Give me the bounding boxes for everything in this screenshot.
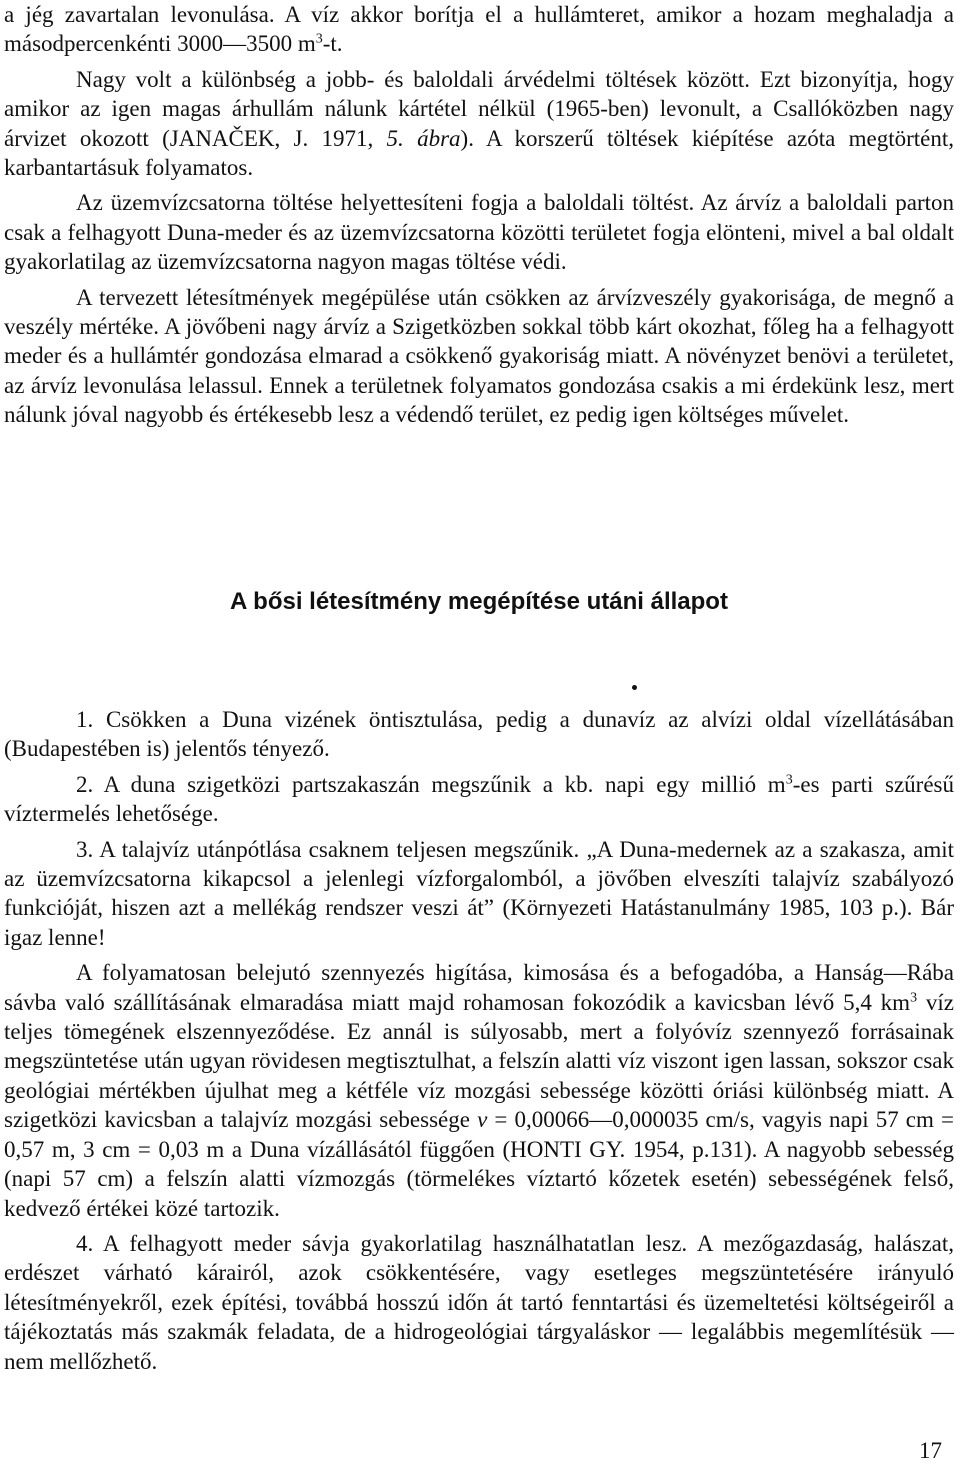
section-heading: A bősi létesítmény megépítése utáni állapot xyxy=(230,588,728,615)
page-number: 17 xyxy=(919,1438,942,1463)
stray-dot xyxy=(632,685,637,690)
list-item-4: 4. A felhagyott meder sávja gyakorlatilag használhatatlan lesz. A mezőgazdaság, halászat, erdészet várható kárairól, azok csökkentésére, vagy esetleges megszüntetésére irányuló létesítményekről, ezek építési, továbbá hosszú időn át tartó fenntartási és üzemeltetési költségeiről a tájékoztatás más szakmák feladata, de a hidrogeológiai tárgyaláskor — legalábbis megemlítésük — nem mellőzhető. xyxy=(4,1230,954,1374)
paragraph-3: Az üzemvízcsatorna töltése helyettesíteni fogja a baloldali töltést. Az árvíz a baloldali parton csak a felhagyott Duna-meder és az üzemvízcsatorna közötti területet fogja elönteni, mivel a bal oldalt gyakorlatilag az üzemvízcsatorna nagyon magas töltése védi. xyxy=(4,190,954,275)
paragraph-4: A tervezett létesítmények megépülése után csökken az árvízveszély gyakorisága, de megnő a veszély mértéke. A jövőbeni nagy árvíz a Szigetközben sokkal több kárt okozhat, főleg ha a felhagyott meder és a hullámtér gondozása elmarad a csökkenő gyakoriság miatt. A növényzet benövi a területet, az árvíz levonulása lelassul. Ennek a területnek folyamatos gondozása csakis a mi érdekünk lesz, mert nálunk jóval nagyobb és értékesebb lesz a védendő terület, ez pedig igen költséges művelet. xyxy=(4,284,954,428)
text-block-top xyxy=(4,0,954,430)
paragraph-1: a jég zavartalan levonulása. A víz akkor borítja el a hullámteret, amikor a hozam meghaladja a másodpercenkénti 3000—3500 $m^3-t$. xyxy=(4,2,954,57)
list-item-3: 3. A talajvíz utánpótlása csaknem teljesen megszűnik. „A Duna-medernek az a szakasza, amit az üzemvízcsatorna kikapcsol a jelenlegi vízforgalomból, a jövőben elveszíti talajvíz szabályozó funkcióját, hiszen azt a mellékág rendszer veszi át” (Környezeti Hatástanulmány 1985, 103 p.). Bár igaz lenne! xyxy=(4,836,954,950)
list-item-1: 1. Csökken a Duna vizének öntisztulása, pedig a dunavíz az alvízi oldal vízellátásában (Budapestében is) jelentős tényező. xyxy=(4,707,954,762)
paragraph-2: Nagy volt a különbség a jobb- és baloldali árvédelmi töltések között. Ezt bizonyítja, hogy amikor az igen magas árhullám nálunk kártétel nélkül (1965-ben) levonult, a Csallóközben nagy árvizet okozott (JANAČEK, J. 1971, 5. ábra). A korszerű töltések kiépítése azóta megtörtént, karbantartásuk folyamatos. xyxy=(4,66,955,181)
text-block-bottom xyxy=(4,705,954,1376)
list-item-2: 2. A duna szigetközi partszakaszán megszűnik a kb. napi egy millió $m^3-es$ parti szűrésű víztermelés lehetősége. xyxy=(4,771,955,827)
paragraph-5: A folyamatosan belejutó szennyezés higítása, kimosása és a befogadóba, a Hanság—Rába sávba való szállításának elmaradása miatt majd rohamosan fokozódik a kavicsban lévő 5,4 $km^3$ víz teljes tömegének elszennyeződése. Ez annál is súlyosabb, mert a folyóvíz szennyező forrásainak megszüntetése után ugyan rövidesen megtisztulhat, a felszín alatti víz viszont igen lassan, sokszor csak geológiai mértékben újulhat meg a kétféle víz mozgási sebessége közötti óriási különbség miatt. A szigetközi kavicsban a talajvíz mozgási sebessége v = 0,00066—0,000035 cm/s, vagyis napi 57 cm = 0,57 m, 3 cm = 0,03 m a Duna vízállásától függően (HONTI GY. 1954, p.131). A nagyobb sebesség (napi 57 cm) a felszín alatti vízmozgás (törmelékes víztartó kőzetek esetén) sebességének felső, kedvező értékei közé tartozik. xyxy=(4,960,954,1221)
